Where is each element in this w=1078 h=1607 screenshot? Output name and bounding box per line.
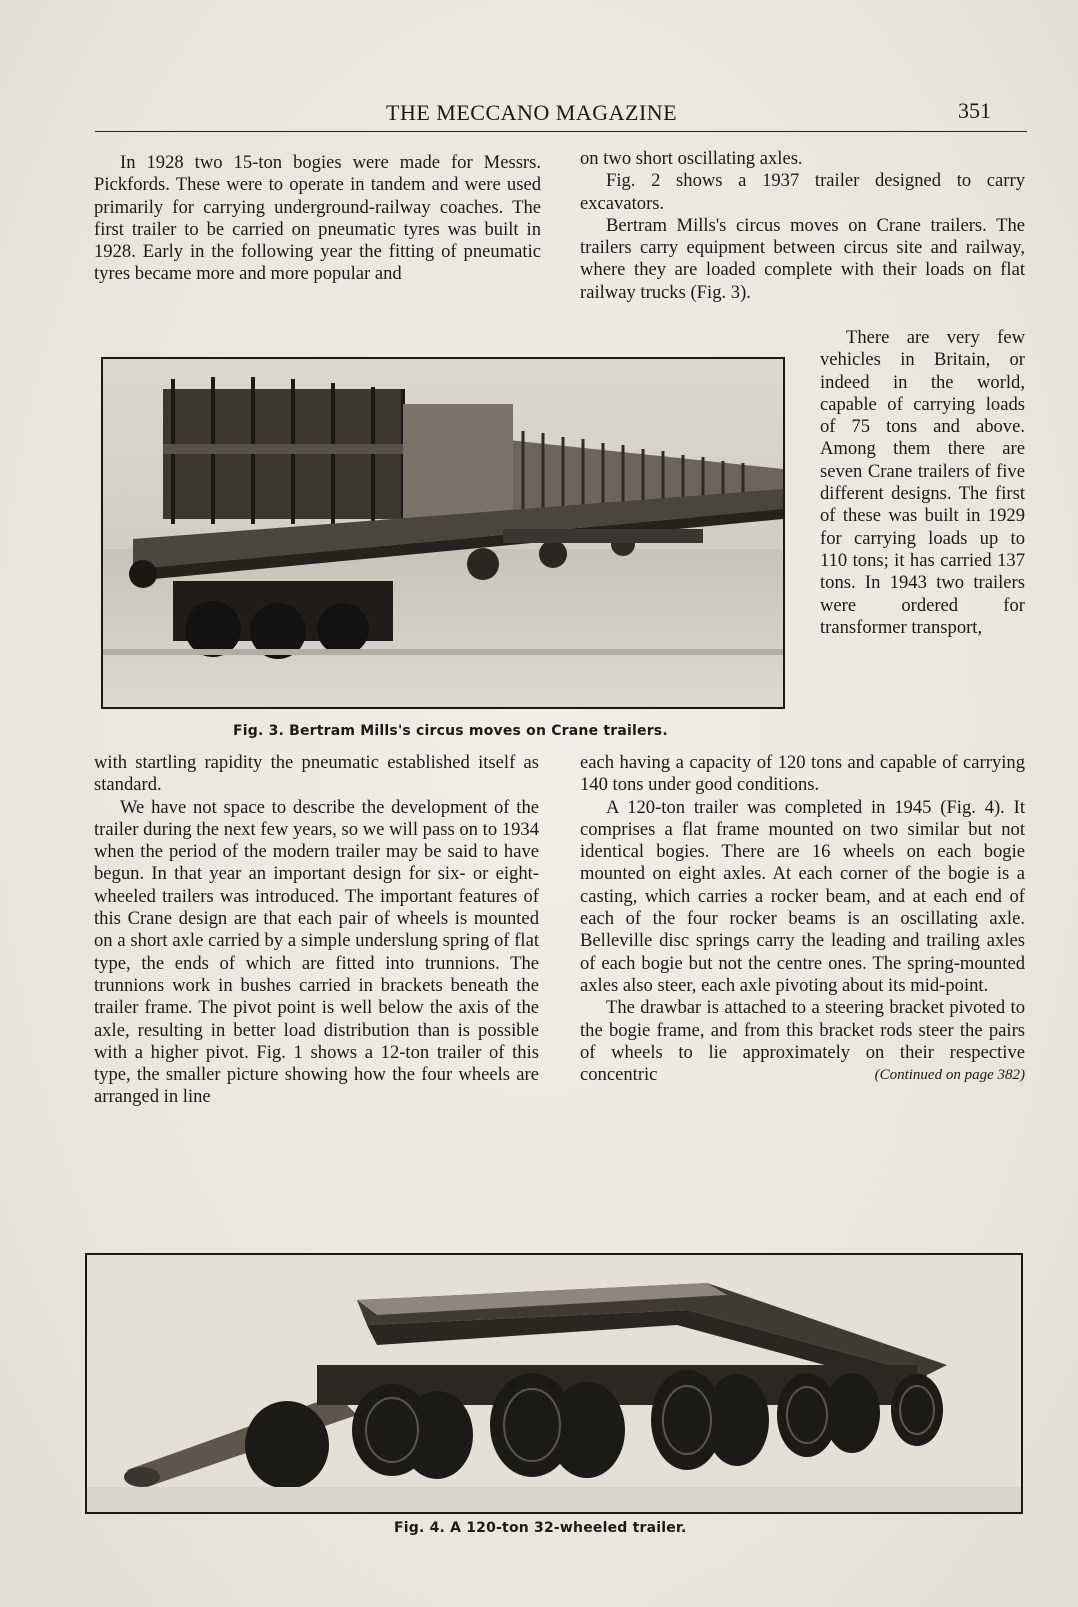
magazine-title: THE MECCANO MAGAZINE [386,100,678,125]
column-right-bottom [580,752,1025,1086]
header-rule [95,131,1027,132]
paragraph-last [580,997,1025,1086]
paragraph: each having a capacity of 120 tons and capable of carrying 140 tons under good conditions. [580,752,1025,796]
paragraph: with startling rapidity the pneumatic established itself as standard. [94,752,539,796]
fig3-illustration [103,359,783,707]
fig3-photo [101,357,785,709]
fig4-illustration [87,1255,1021,1512]
column-left-bottom [94,752,539,1109]
column-left-top [94,152,541,286]
paragraph: Fig. 2 shows a 1937 trailer designed to carry excavators. [580,170,1025,214]
page-number: 351 [958,98,991,123]
paragraph: We have not space to describe the development of the trailer during the next few years, so we will pass on to 1934 when the period of the modern trailer may be said to have begun. In that year an important design for six- or eight-wheeled trailers was introduced. The important features of this Crane design are that each pair of wheels is mounted on a short axle carried by a simple underslung spring of flat type, the ends of which are fitted into trunnions. The trunnions work in bushes carried in brackets beneath the trailer frame. The pivot point is well below the axis of the axle, resulting in better load distribution than is possible with a higher pivot. Fig. 1 shows a 12-ton trailer of this type, the smaller picture showing how the four wheels are arranged in line [94,796,539,1108]
paragraph: A 120-ton trailer was completed in 1945 (Fig. 4). It comprises a flat frame mounted on two similar but not identical bogies. There are 16 wheels on each bogie mounted on eight axles. At each corner of the bogie is a casting, which carries a rocker beam, and at each end of each of the four rocker beams is an oscillating axle. Belleville disc springs carry the leading and trailing axles of each bogie but not the centre ones. The spring-mounted axles also steer, each axle pivoting about its mid-point. [580,796,1025,996]
continued-note: (Continued on page 382) [874,1067,1025,1084]
fig4-photo [85,1253,1023,1514]
paragraph: There are very few vehicles in Britain, or indeed in the world, capable of carrying loads of 75 tons and above. Among them there are seven Crane trailers of five different designs. The first of these was built in 1929 for carrying loads up to 110 tons; it has carried 137 tons. In 1943 two trailers were ordered for transformer transport, [820,327,1025,638]
column-right-top [580,148,1025,304]
column-right-wrap [820,327,1025,639]
fig3-caption: Fig. 3. Bertram Mills's circus moves on Crane trailers. [233,723,668,739]
fig4-caption: Fig. 4. A 120-ton 32-wheeled trailer. [394,1520,687,1536]
paragraph-text: The drawbar is attached to a steering bracket pivoted to the bogie frame, and from this bracket rods steer the pairs of wheels to lie approximately on their respective concentric [580,997,1025,1086]
paragraph: Bertram Mills's circus moves on Crane trailers. The trailers carry equipment between circus site and railway, where they are loaded complete with their loads on flat railway trucks (Fig. 3). [580,214,1025,303]
paragraph: In 1928 two 15-ton bogies were made for Messrs. Pickfords. These were to operate in tandem and were used primarily for carrying underground-railway coaches. The first trailer to be carried on pneumatic tyres was built in 1928. Early in the following year the fitting of pneumatic tyres became more and more popular and [94,152,541,285]
paragraph: on two short oscillating axles. [580,148,803,169]
